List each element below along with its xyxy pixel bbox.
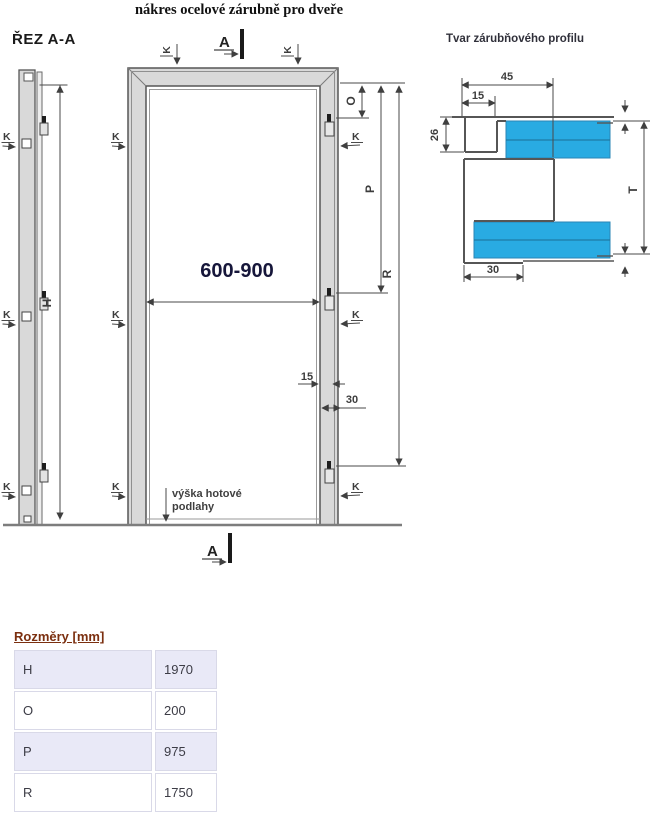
width-range-label: 600-900 [200,260,274,282]
table-row [14,732,217,771]
table-row [14,650,217,689]
page-title: nákres ocelové zárubně pro dveře [134,2,344,18]
profile-dim-26: 26 [429,128,441,142]
section-cut-marker-bottom [202,533,230,563]
dim-name-cell: R [14,773,152,812]
profile-dim-t: T [626,186,640,194]
dim-30-label: 30 [345,394,359,406]
profile-view [429,71,650,282]
table-row [14,773,217,812]
anchor-marker [111,131,125,497]
dimensions-table [11,648,220,814]
profile-dim-45: 45 [500,71,514,83]
anchor-marker [341,131,363,496]
section-cut-marker-top [214,29,242,59]
h-dim-label: H [40,298,54,308]
svg-text:K: K [352,309,360,321]
svg-text:K: K [3,309,11,321]
dim-value-cell: 975 [155,732,217,771]
svg-text:A: A [207,543,218,560]
svg-text:výška hotové: výška hotové [172,488,242,500]
dim-name-cell: O [14,691,152,730]
opr-dimensions [336,83,406,466]
dim-name-cell: H [14,650,152,689]
svg-text:K: K [352,481,360,493]
o-dim-label: O [344,96,358,106]
profile-dim-15: 15 [471,90,485,102]
dim-value-cell: 1750 [155,773,217,812]
svg-text:K: K [3,481,11,493]
p-dim-label: P [363,184,377,194]
svg-text:A: A [219,34,230,51]
profile-dim-30: 30 [486,264,500,276]
dim-value-cell: 1970 [155,650,217,689]
table-row [14,691,217,730]
dimensions-table-title: Rozměry [mm] [14,629,105,644]
svg-text:podlahy: podlahy [172,501,215,513]
dim-name-cell: P [14,732,152,771]
svg-text:K: K [112,131,120,143]
anchor-marker [2,131,15,497]
svg-text:K: K [352,131,360,143]
dim-value-cell: 200 [155,691,217,730]
svg-text:K: K [112,309,120,321]
svg-text:K: K [112,481,120,493]
floor-note [166,488,242,521]
svg-text:K: K [282,46,294,54]
dim-15-label: 15 [300,371,314,383]
profile-view-title: Tvar zárubňového profilu [446,33,585,45]
front-view [3,29,406,563]
section-view [2,70,67,525]
section-view-label: ŘEZ A-A [12,31,76,48]
svg-text:K: K [3,131,11,143]
svg-text:K: K [161,46,173,54]
r-dim-label: R [380,269,394,279]
